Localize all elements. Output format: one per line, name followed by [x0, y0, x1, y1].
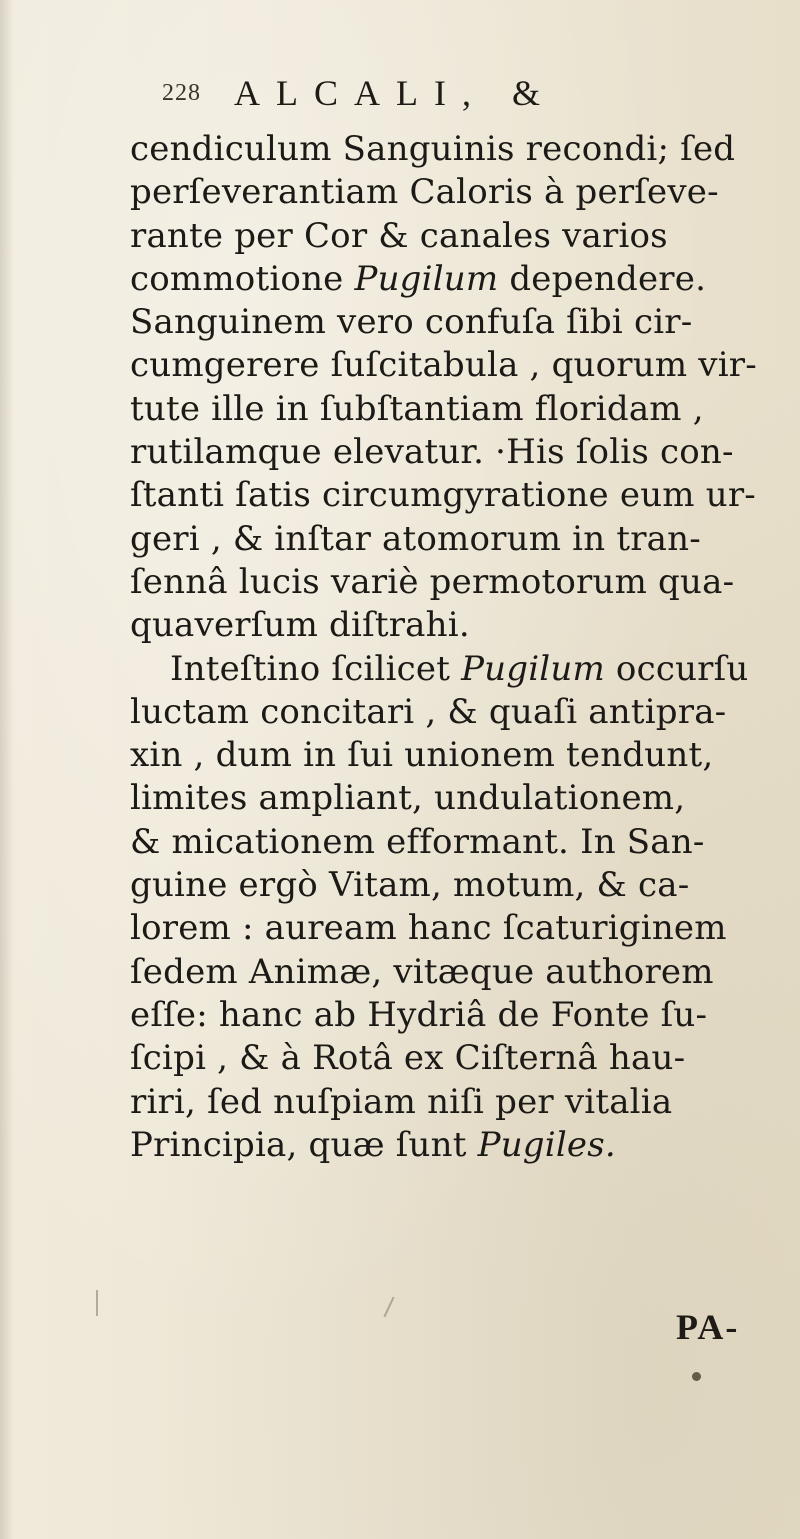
text-line: perſeverantiam Caloris à perſeve- [130, 172, 719, 213]
running-head: ALCALI, & [234, 73, 556, 113]
text-line: riri, ſed nuſpiam niſi per vitalia [130, 1081, 673, 1122]
text-line: limites ampliant, undulationem, [130, 778, 686, 819]
paper-mark [383, 1297, 394, 1318]
italic-run: Pugiles. [477, 1124, 616, 1165]
text-line: luctam concitari , & quaſi antipra- [130, 691, 727, 732]
italic-run: Pugilum [461, 648, 605, 689]
text-line: cendiculum Sanguinis recondi; ſed [130, 129, 736, 169]
text-line [130, 1124, 792, 1167]
page-number: 228 [162, 80, 201, 106]
text-run: Principia, quæ ſunt [130, 1124, 478, 1165]
paper-mark [96, 1290, 98, 1316]
text-line: ſennâ lucis variè permotorum qua- [130, 561, 735, 602]
body-text [130, 128, 792, 1167]
text-run: Inteſtino ſcilicet [170, 648, 462, 689]
text-line: lorem : auream hanc ſcaturiginem [130, 908, 727, 949]
text-line: xin , dum in ſui unionem tendunt, [130, 735, 714, 776]
italic-run: Pugilum [354, 258, 499, 299]
text-line: & micationem efformant. In San- [130, 821, 705, 862]
text-line: ſtanti ſatis circumgyratione eum ur- [130, 475, 756, 516]
text-line: tute ille in ſubſtantiam floridam , [130, 388, 704, 429]
text-run: dependere. [498, 258, 707, 299]
text-line [130, 258, 792, 301]
page-edge-shadow [0, 0, 14, 1539]
text-line: guine ergò Vitam, motum, & ca- [130, 865, 690, 906]
text-line: eſſe: hanc ab Hydriâ de Fonte ſu- [130, 994, 708, 1035]
page-header [162, 72, 722, 116]
text-line [130, 648, 792, 691]
text-line: cumgerere ſuſcitabula , quorum vir- [130, 345, 757, 386]
ink-spot [692, 1372, 701, 1381]
text-run: occurſu [604, 648, 749, 689]
text-line: Sanguinem vero confuſa ſibi cir- [130, 302, 693, 343]
catchword: PA- [676, 1307, 740, 1347]
text-line: quaverſum diſtrahi. [130, 605, 470, 646]
text-line: rante per Cor & canales varios [130, 215, 668, 256]
text-line: rutilamque elevatur. ·His ſolis con- [130, 432, 734, 473]
text-run: commotione [130, 258, 355, 299]
text-line: geri , & inſtar atomorum in tran- [130, 518, 701, 559]
text-line: ſcipi , & à Rotâ ex Ciſternâ hau- [130, 1038, 686, 1079]
text-line: ſedem Animæ, vitæque authorem [130, 951, 714, 992]
